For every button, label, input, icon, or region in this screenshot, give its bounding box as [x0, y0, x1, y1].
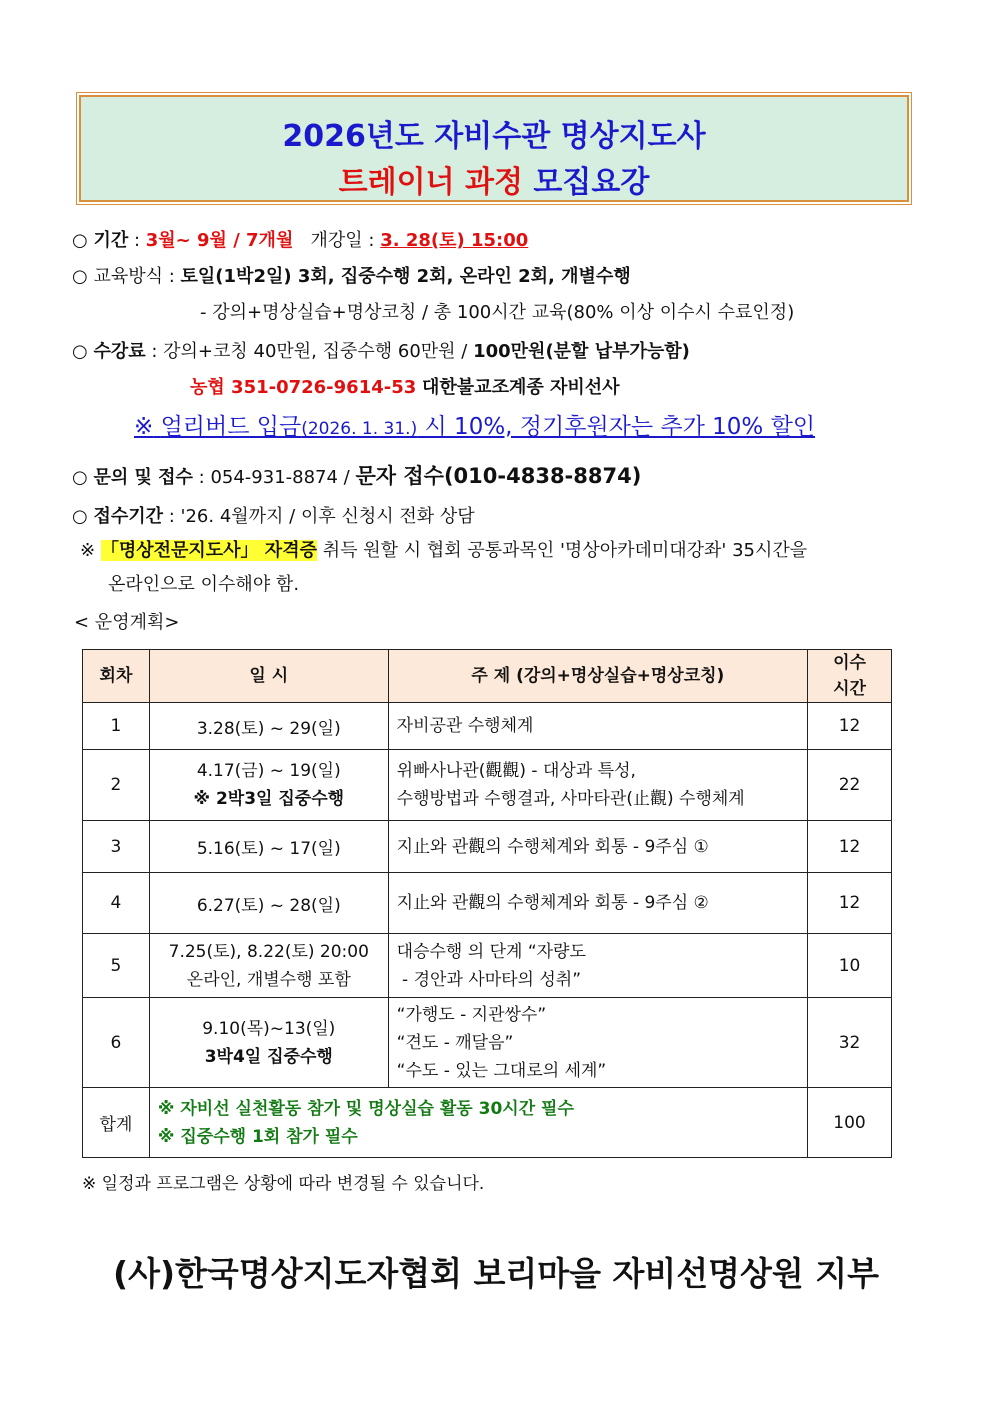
total-note-2: ※ 집중수행 1회 참가 필수: [157, 1126, 358, 1147]
earlybird-part1: 얼리버드 입금: [160, 414, 302, 440]
header-round: 회차: [83, 650, 150, 703]
cert-note-rest-1: 취득 원할 시 협회 공통과목인 '명상아카데미대강좌' 35시간을: [322, 540, 808, 561]
row-topic: 지止와 관觀의 수행체계와 회통 - 9주심 ②: [388, 873, 807, 934]
row-round: 3: [83, 821, 150, 873]
fee-value: 강의+코칭 40만원, 집중수행 60만원 /: [163, 341, 468, 362]
row-topic: [388, 998, 807, 1088]
method-sep: :: [163, 266, 181, 287]
contact-label: 문의 및 접수: [93, 467, 193, 488]
row-date-line2: 3박4일 집중수행: [204, 1046, 333, 1067]
open-date-sep: :: [362, 230, 381, 251]
title-line-2-blue: 모집요강: [533, 165, 650, 200]
row-hours: 12: [808, 873, 892, 934]
footnote: ※ 일정과 프로그램은 상황에 따라 변경될 수 있습니다.: [82, 1174, 485, 1194]
contact-sms: 문자 접수(010-4838-8874): [355, 464, 642, 488]
row-topic-line1: “가행도 - 지관쌍수”: [396, 1004, 547, 1025]
row-round: 6: [83, 998, 150, 1088]
row-topic-line1: 대승수행 의 단계 “자량도: [396, 941, 586, 962]
table-header-row: [83, 650, 892, 703]
total-notes: [149, 1088, 807, 1158]
row-hours: 32: [808, 998, 892, 1088]
bullet-icon: ○: [72, 266, 88, 287]
deadline-line: [72, 505, 475, 529]
table-total-row: [83, 1088, 892, 1158]
table-row: [83, 873, 892, 934]
open-date-value: 3. 28(토) 15:00: [380, 230, 529, 251]
row-date: 6.27(토) ~ 28(일): [149, 873, 388, 934]
fee-line: [72, 340, 690, 364]
bank-line: [190, 376, 620, 400]
table-row: [83, 998, 892, 1088]
note-mark: ※: [134, 414, 154, 440]
row-round: 4: [83, 873, 150, 934]
cert-highlight: 「명상전문지도사」 자격증: [100, 540, 317, 561]
title-box: [79, 95, 909, 202]
header-topic: 주 제 (강의+명상실습+명상코칭): [388, 650, 807, 703]
bullet-icon: ○: [72, 506, 88, 527]
row-date: 5.16(토) ~ 17(일): [149, 821, 388, 873]
bullet-icon: ○: [72, 341, 88, 362]
row-hours: 12: [808, 821, 892, 873]
total-hours: 100: [808, 1088, 892, 1158]
deadline-label: 접수기간: [93, 506, 164, 527]
row-round: 2: [83, 750, 150, 821]
row-date-line1: 7.25(토), 8.22(토) 20:00: [168, 941, 369, 962]
row-round: 5: [83, 934, 150, 998]
row-date-line2: ※ 2박3일 집중수행: [193, 789, 345, 809]
open-date-label: 개강일: [310, 230, 363, 251]
row-topic-line2: “견도 - 깨달음”: [396, 1032, 514, 1053]
table-row: [83, 821, 892, 873]
row-hours: 10: [808, 934, 892, 998]
header-hours: [808, 650, 892, 703]
earlybird-notice: [134, 410, 815, 446]
row-topic-line2: 수행방법과 수행결과, 사마타관(止觀) 수행체계: [396, 789, 745, 809]
row-hours: 12: [808, 703, 892, 750]
row-date-line2: 온라인, 개별수행 포함: [186, 969, 351, 990]
row-date-line1: 4.17(금) ~ 19(일): [196, 761, 341, 781]
cert-note-line-1: [80, 539, 807, 563]
method-label: 교육방식: [93, 266, 164, 287]
bullet-icon: ○: [72, 467, 88, 488]
table-row: [83, 934, 892, 998]
cert-note-line-2: 온라인으로 이수해야 함.: [108, 574, 300, 595]
period-label: 기간: [93, 230, 129, 251]
row-topic: [388, 934, 807, 998]
row-date: 3.28(토) ~ 29(일): [149, 703, 388, 750]
header-date: 일 시: [149, 650, 388, 703]
total-note-1: ※ 자비선 실천활동 참가 및 명상실습 활동 30시간 필수: [157, 1098, 574, 1119]
row-date-line1: 9.10(목)~13(일): [202, 1018, 336, 1039]
method-sub-line: - 강의+명상실습+명상코칭 / 총 100시간 교육(80% 이상 이수시 수료인정): [200, 302, 795, 323]
table-row: [83, 703, 892, 750]
earlybird-date: (2026. 1. 31.): [301, 419, 418, 439]
fee-sep: :: [145, 341, 164, 362]
period-line: [72, 229, 528, 253]
header-hours-line1: 이수: [833, 653, 866, 673]
note-mark: ※: [80, 540, 96, 561]
row-date: [149, 934, 388, 998]
contact-sep: :: [192, 467, 211, 488]
row-topic-line3: “수도 - 있는 그대로의 세계”: [396, 1060, 607, 1081]
plan-heading: < 운영계획>: [74, 612, 180, 633]
row-hours: 22: [808, 750, 892, 821]
row-topic: 지止와 관觀의 수행체계와 회통 - 9주심 ①: [388, 821, 807, 873]
method-value: 토일(1박2일) 3회, 집중수행 2회, 온라인 2회, 개별수행: [180, 266, 631, 287]
account-holder: 대한불교조계종 자비선사: [422, 377, 620, 398]
deadline-sep: :: [163, 506, 181, 527]
schedule-table: [82, 649, 892, 1158]
contact-line: [72, 464, 641, 490]
row-topic: [388, 750, 807, 821]
period-sep: :: [128, 230, 146, 251]
row-date: [149, 998, 388, 1088]
bank-account: 농협 351-0726-9614-53: [190, 377, 417, 398]
row-topic-line1: 위빠사나관(觀觀) - 대상과 특성,: [396, 761, 636, 781]
footer-organization: (사)한국명상지도자협회 보리마을 자비선명상원 지부: [113, 1254, 879, 1293]
total-label: 합계: [83, 1088, 150, 1158]
row-round: 1: [83, 703, 150, 750]
period-value: 3월~ 9월 / 7개월: [145, 230, 294, 251]
method-line: [72, 265, 631, 289]
fee-total: 100만원(분할 납부가능함): [473, 341, 690, 362]
table-row: [83, 750, 892, 821]
title-line-2-red: 트레이너 과정: [338, 165, 523, 200]
contact-phone: 054-931-8874 /: [210, 467, 350, 488]
title-line-1: 2026년도 자비수관 명상지도사: [282, 119, 706, 154]
row-topic-line2: - 경안과 사마타의 성취”: [396, 969, 582, 990]
deadline-value: '26. 4월까지 / 이후 신청시 전화 상담: [180, 506, 475, 527]
row-topic: 자비공관 수행체계: [388, 703, 807, 750]
title-line-2: [81, 157, 907, 201]
row-date: [149, 750, 388, 821]
bullet-icon: ○: [72, 230, 88, 251]
fee-label: 수강료: [93, 341, 146, 362]
earlybird-part2: 시 10%, 정기후원자는 추가 10% 할인: [424, 414, 816, 440]
header-hours-line2: 시간: [833, 679, 866, 699]
